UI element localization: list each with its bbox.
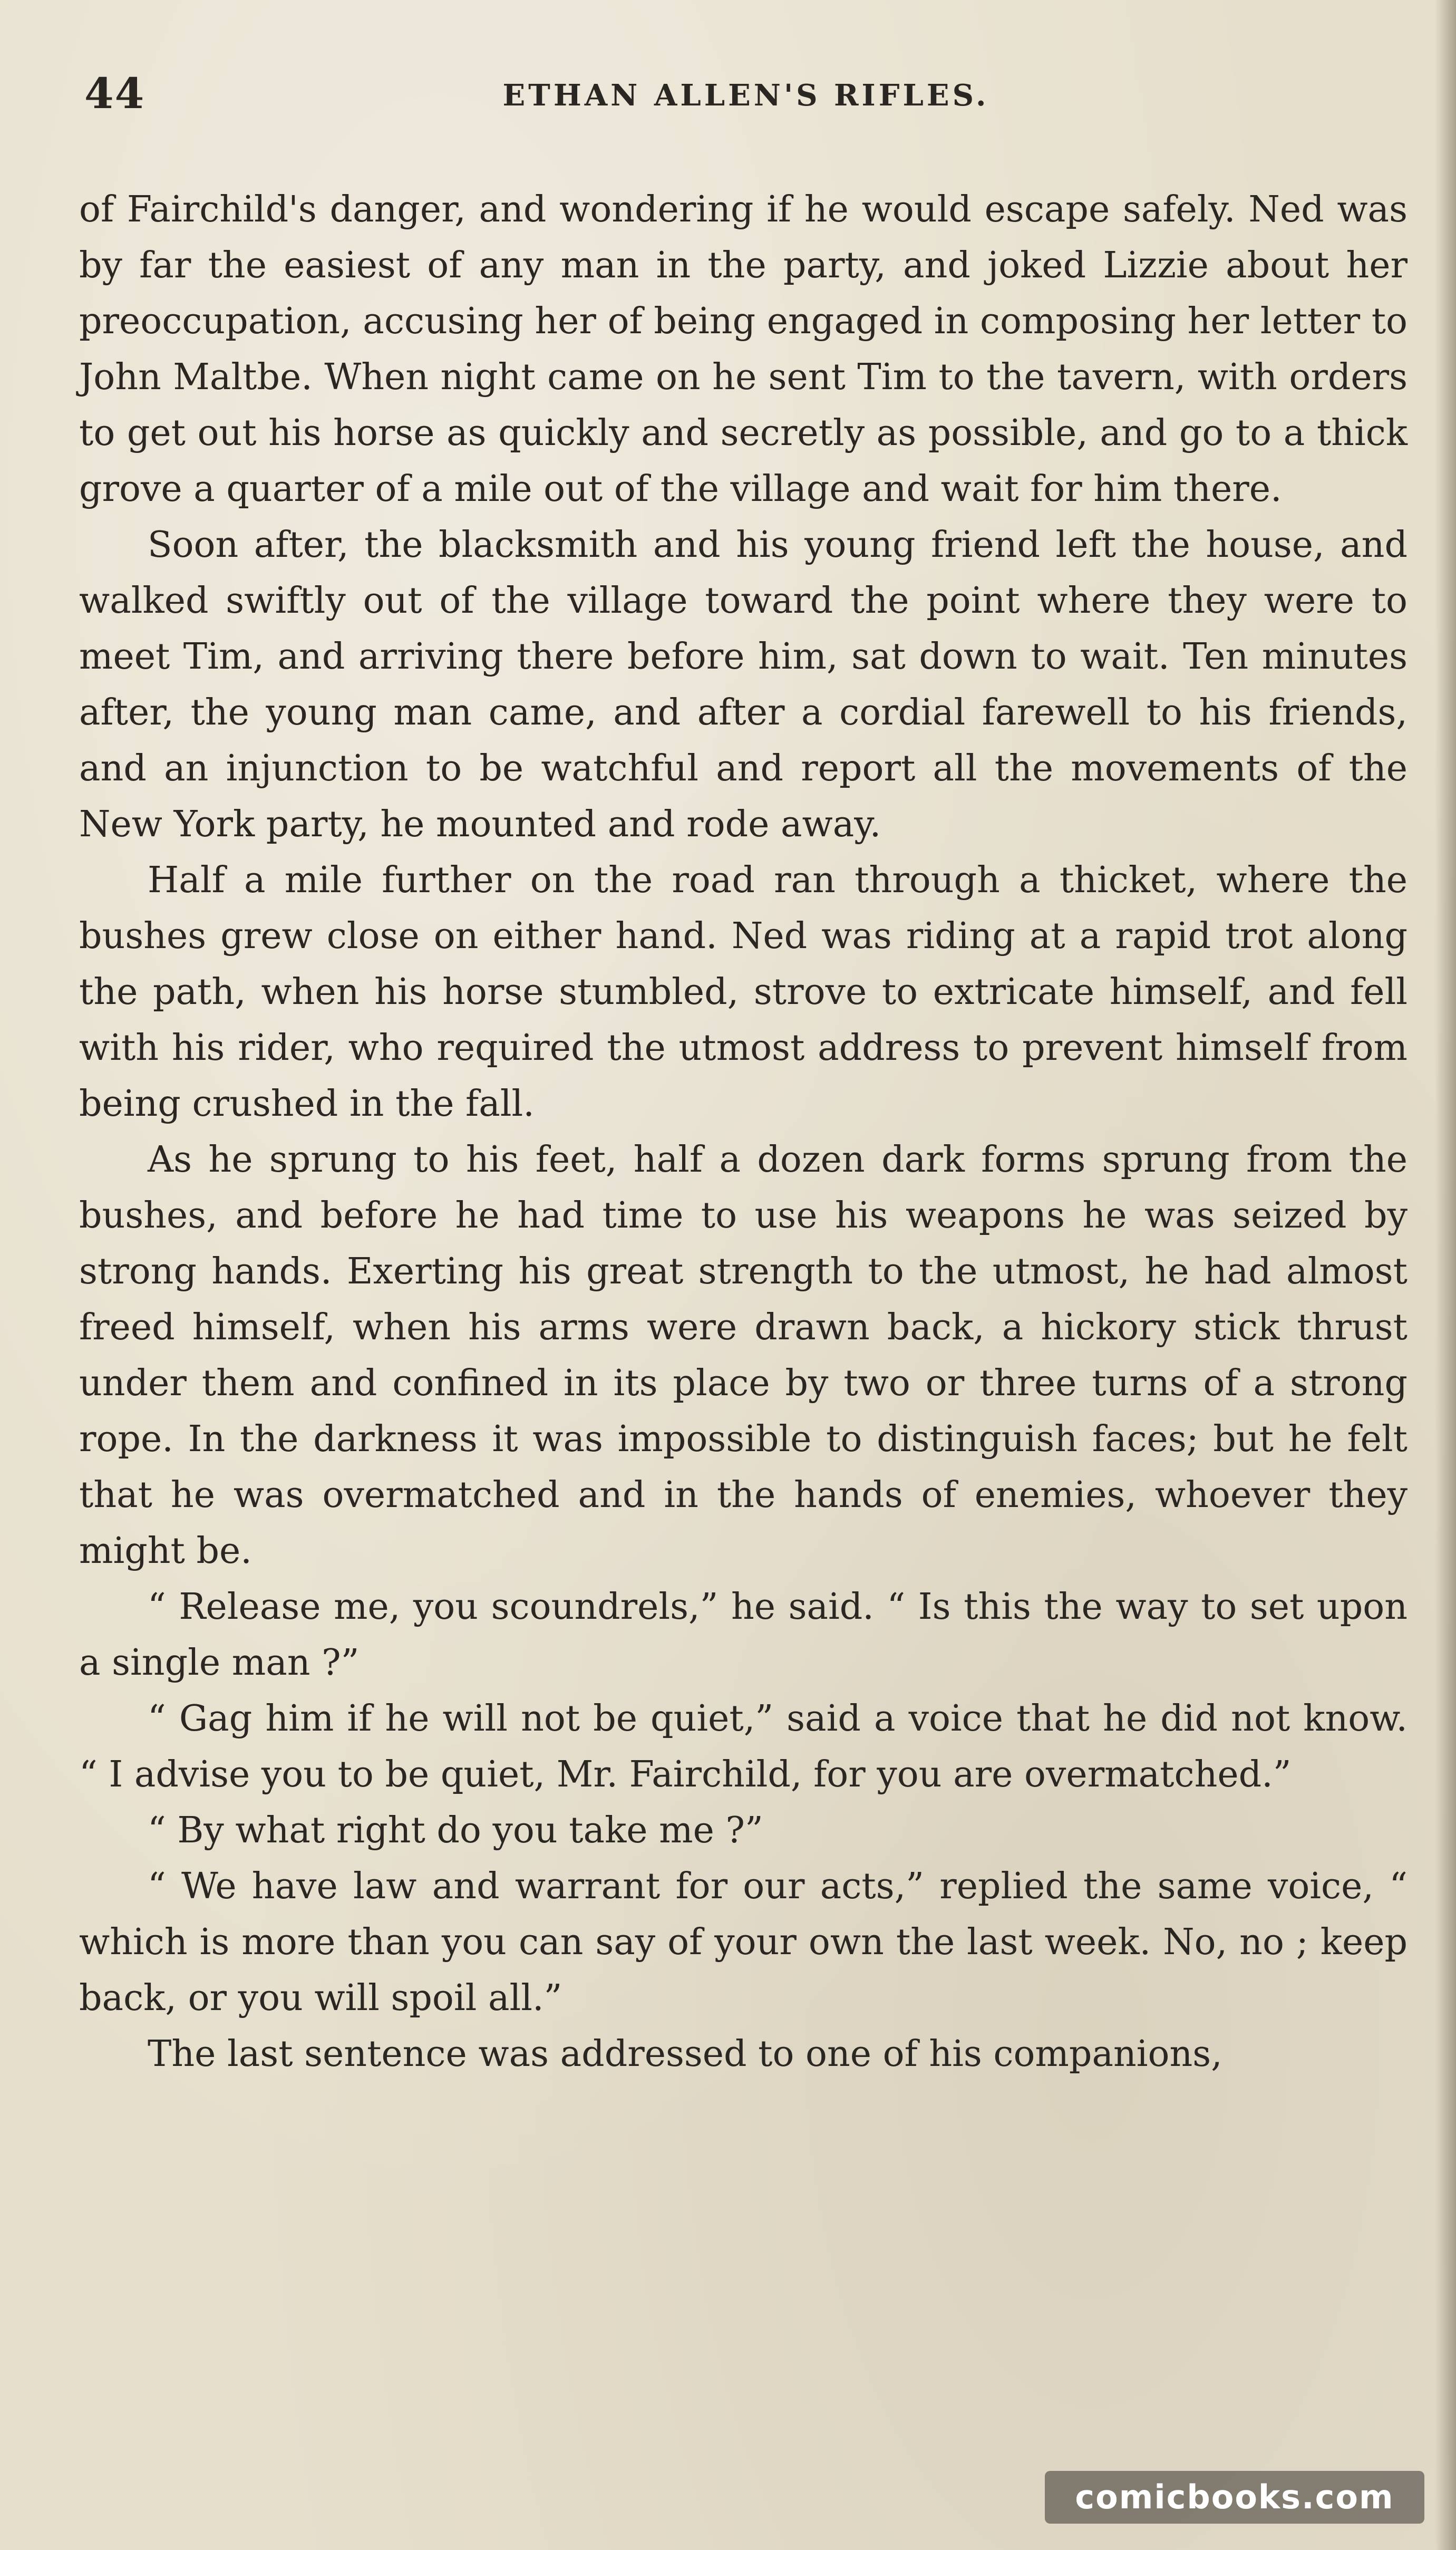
dialogue-paragraph: “ Release me, you scoundrels,” he said. “ Is this the way to set upon a single man ?”	[79, 1586, 1408, 1684]
body-text	[79, 182, 1408, 2082]
dialogue-paragraph: “ By what right do you take me ?”	[148, 1810, 763, 1851]
page-number: 44	[84, 69, 145, 118]
paragraph: Soon after, the blacksmith and his young friend left the house, and walked swiftly out of the village toward the point where they were to meet Tim, and arriving there before him, sat down to wait. Ten minutes after, the young man came, and after a cordial farewell to his friends, and an injunction to be watchful and report all the movements of the New York party, he mounted and rode away.	[79, 524, 1408, 845]
running-head	[84, 69, 1408, 127]
watermark-logo: comicbooks.com	[1045, 2471, 1424, 2524]
running-title: ETHAN ALLEN'S RIFLES.	[502, 78, 989, 113]
paragraph-continued: of Fairchild's danger, and wondering if he would escape safely. Ned was by far the easiest of any man in the party, and joked Lizzie about her preoccupation, accusing her of being engaged in composing her letter to John Maltbe. When night came on he sent Tim to the tavern, with orders to get out his horse as quickly and secretly as possible, and go to a thick grove a quarter of a mile out of the village and wait for him there.	[79, 189, 1408, 510]
dialogue-paragraph: “ We have law and warrant for our acts,” replied the same voice, “ which is more than you can say of your own the last week. No, no ; keep back, or you will spoil all.”	[79, 1866, 1408, 2019]
dialogue-paragraph: “ Gag him if he will not be quiet,” said a voice that he did not know. “ I advise you to be quiet, Mr. Fairchild, for you are overmatched.”	[79, 1698, 1408, 1795]
paragraph: As he sprung to his feet, half a dozen dark forms sprung from the bushes, and before he had time to use his weapons he was seized by strong hands. Exerting his great strength to the utmost, he had almost freed himself, when his arms were drawn back, a hickory stick thrust under them and confined in its place by two or three turns of a strong rope. In the darkness it was impossible to distinguish faces; but he felt that he was overmatched and in the hands of enemies, whoever they might be.	[79, 1139, 1408, 1572]
paragraph: Half a mile further on the road ran through a thicket, where the bushes grew close on either hand. Ned was riding at a rapid trot along the path, when his horse stumbled, strove to extricate himself, and fell with his rider, who required the utmost address to prevent himself from being crushed in the fall.	[79, 859, 1408, 1125]
paragraph: The last sentence was addressed to one of his companions,	[148, 2033, 1222, 2075]
